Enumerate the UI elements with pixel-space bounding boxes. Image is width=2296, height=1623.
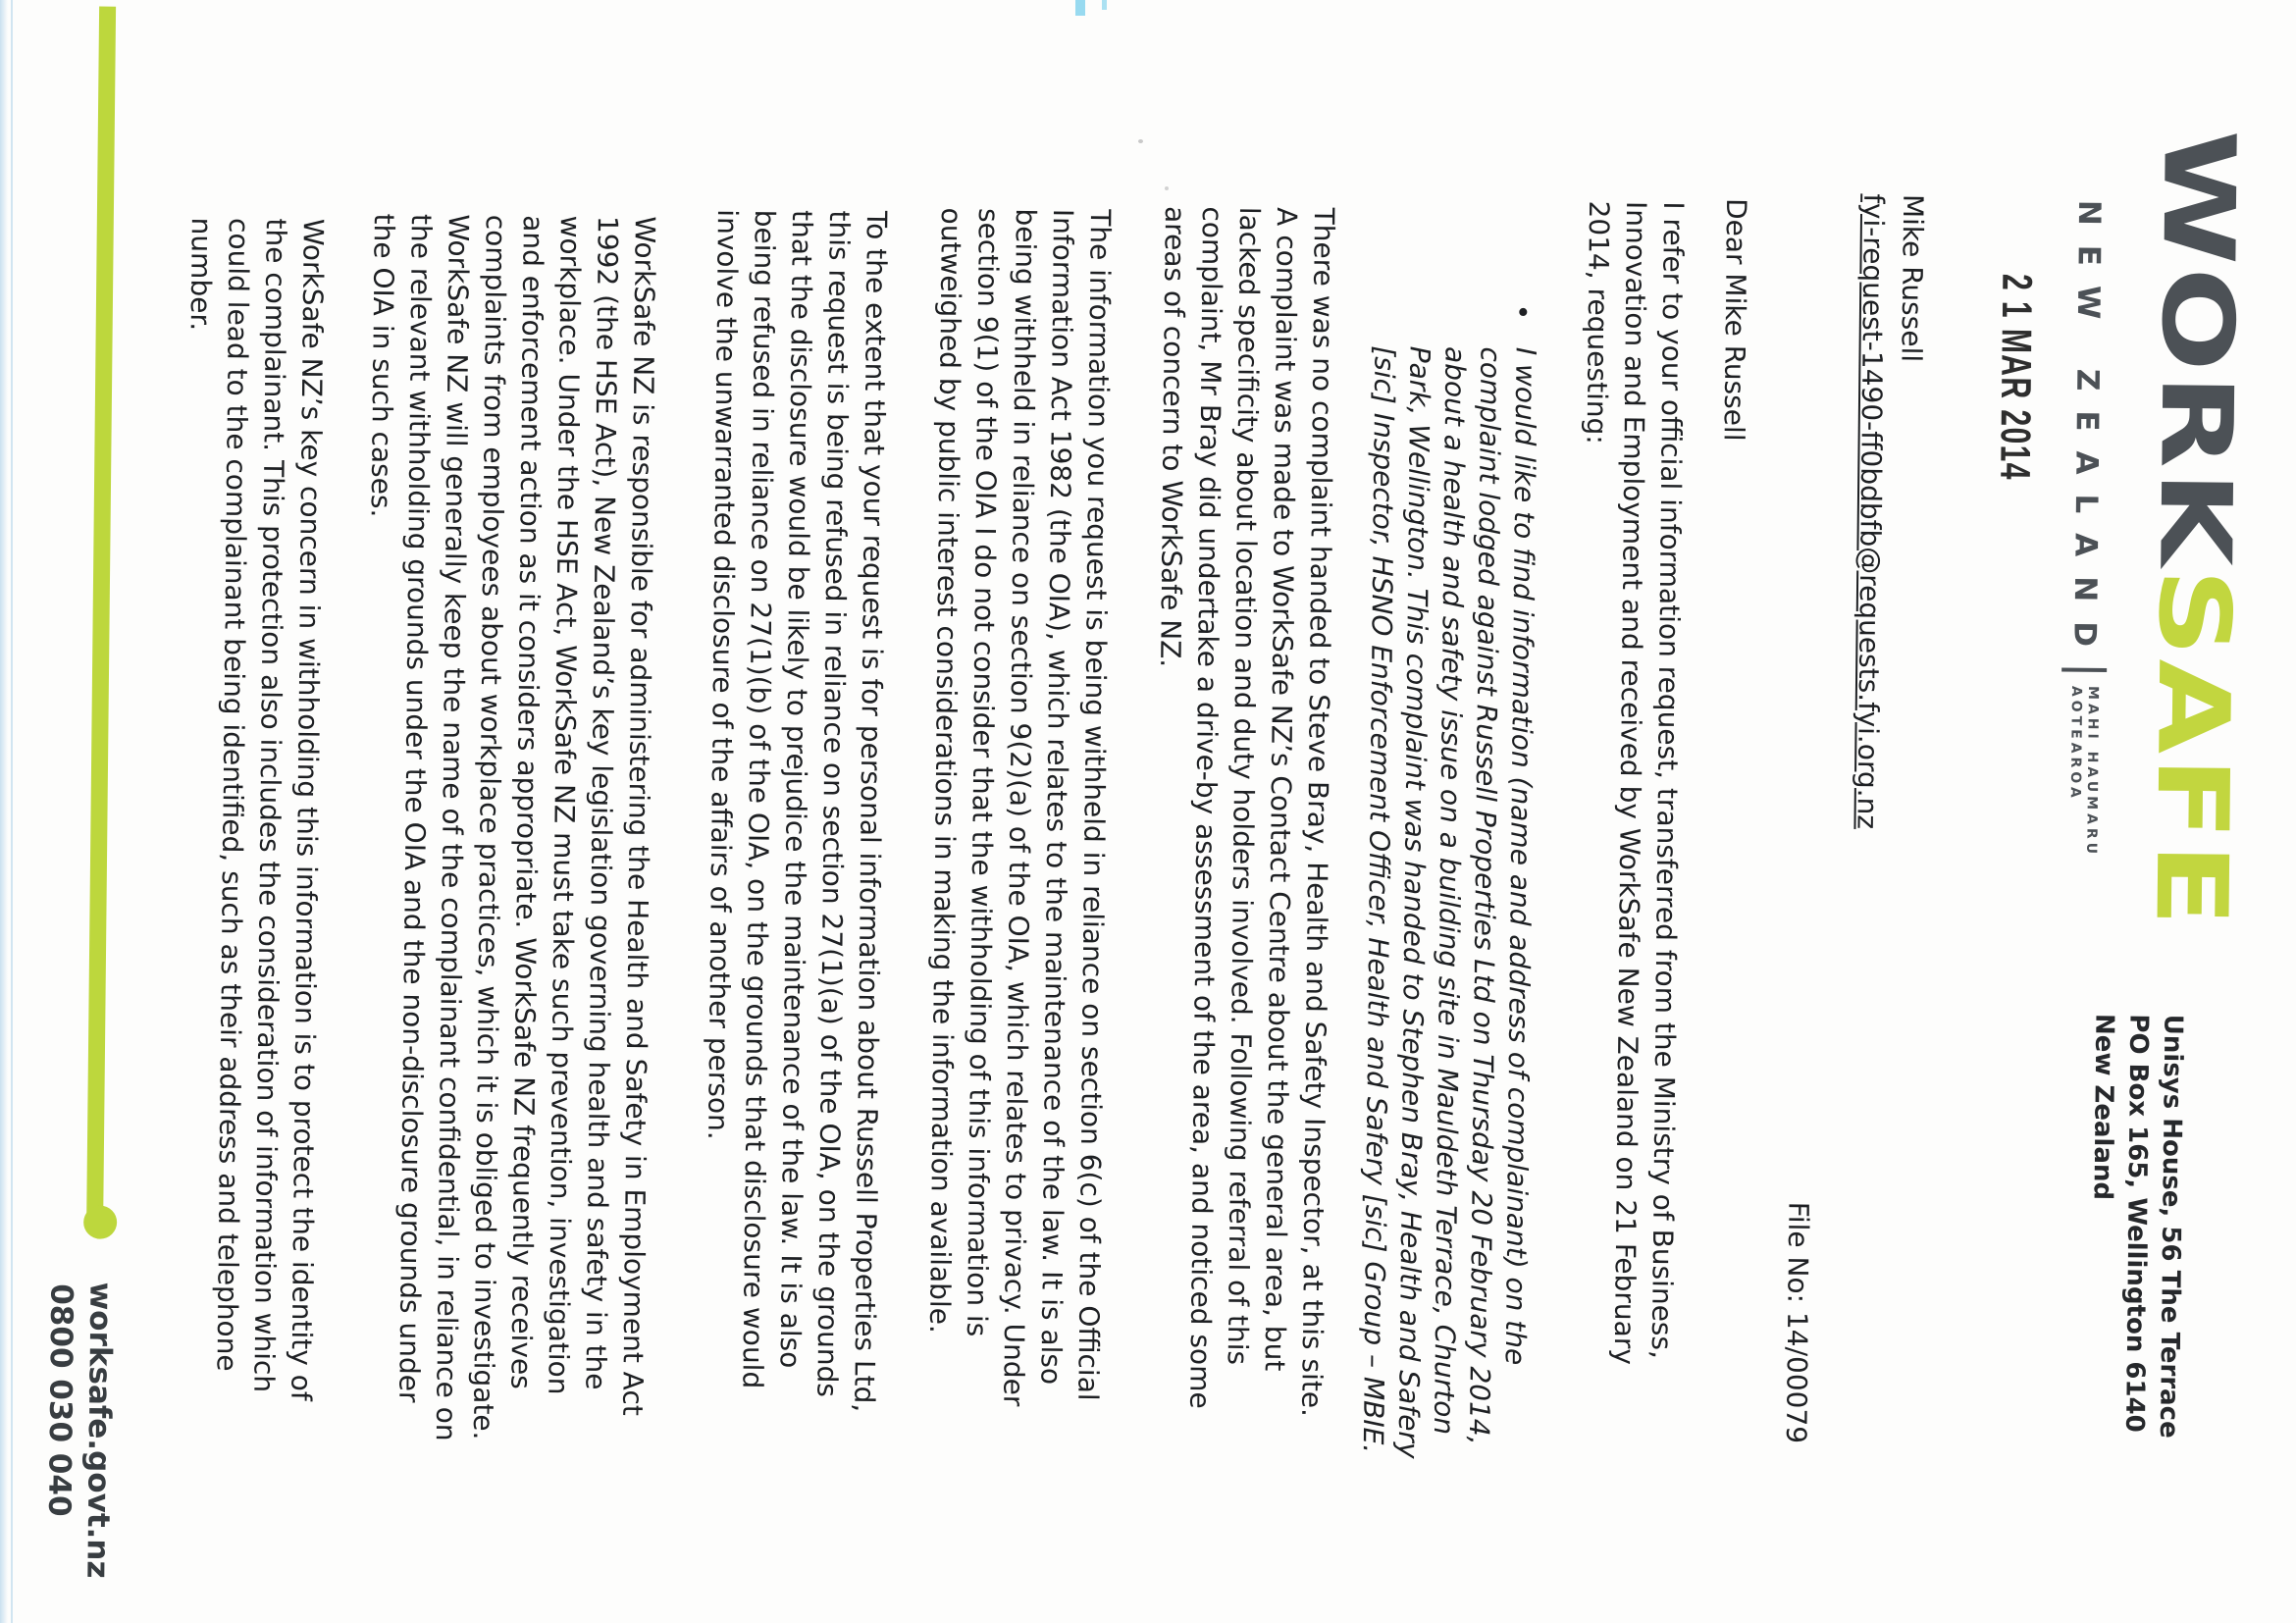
text-line: section 9(1) of the OIA I do not consider that the withholding of this information is [960,207,1006,1337]
text-line: the complainant. This protection also includes the consideration of information which [247,218,292,1393]
footer-website: worksafe.govt.nz [79,1282,119,1579]
text-line: involve the unwarranted disclosure of the affairs of another person. [702,209,744,1140]
text-line: number. [183,217,218,332]
recipient-email-link[interactable]: fyi-request-1490-ff0bdbfb@requests.fyi.org.nz [1851,193,1891,830]
text-line: A complaint was made to WorkSafe NZ’s Contact Centre about the general area, but [1258,207,1304,1372]
text-line: [sic] Inspector, HSNO Enforcement Officer, Health and Safery [sic] Group – MBIE. [1356,345,1401,1454]
text-line: complaint, Mr Bray did undertake a drive-by assessment of the area, and noticed some [1183,206,1229,1409]
text-line: Innovation and Employment and received by WorkSafe New Zealand on 21 February [1607,200,1653,1366]
logo-maori-name [2065,686,2101,858]
text-line: lacked specificity about location and duty holders involved. Following referral of this [1221,206,1267,1366]
text-line: PO Box 165, Wellington 6140 [2119,1014,2154,1433]
paragraph-withholding [919,207,1119,1407]
worksafe-logo [2133,129,2257,930]
text-line: New Zealand [2087,1013,2119,1201]
text-line: complaints from employees about workplace practices, which it is obliged to investigate. [466,214,512,1440]
letter-page [0,5,2296,1623]
scan-tick-artifact [1075,0,1085,16]
logo-divider-bar [2061,668,2107,672]
paragraph-key-concern [170,217,332,1400]
text-line: workplace. Under the HSE Act, WorkSafe NZ must take such prevention, investigation [542,215,587,1395]
logo-subline [2060,200,2112,859]
footer-phone-number: 0800 030 040 [41,1283,79,1517]
logo-word-safe: SAFE [2133,567,2253,930]
sender-address-block [2082,1014,2190,1439]
paragraph-response [1143,206,1342,1417]
text-line: areas of concern to WorkSafe NZ. [1154,205,1192,668]
text-line: 1992 (the HSE Act), New Zealand’s key legislation governing health and safety in the [579,215,624,1390]
file-number: File No: 14/00079 [1779,1201,1815,1444]
text-line: this request is being refused in reliance on section 27(1)(a) of the OIA, on the grounds [810,210,856,1398]
text-line: could lead to the complainant being identified, such as their address and telephone [210,217,255,1372]
text-line: 2014, requesting: [1580,200,1616,445]
text-line: the relevant withholding grounds under the OIA and the non-disclosure grounds under [392,213,438,1403]
footer-green-bar-endcap [83,1205,117,1238]
text-line: I refer to your official information request, transferred from the Ministry of Business, [1644,201,1691,1360]
paragraph-worksafe-role [352,213,663,1442]
text-line: complaint lodged against Russell Properties Ltd on Thursday 20 February 2014, [1462,346,1507,1445]
text-line: being withheld in reliance on section 9(2)(a) of the OIA, which relates to privacy. Under [997,208,1043,1407]
text-line: The information you request is being withheld in reliance on section 6(c) of the Official [1071,209,1118,1401]
text-line: the OIA in such cases. [364,213,400,518]
text-line: WorkSafe NZ’s key concern in withholding this information is to protect the identity of [285,218,330,1401]
text-line: To the extent that your request is for personal information about Russell Properties Ltd, [848,210,893,1413]
logo-maori-line2: AOTEAROA [2066,685,2084,802]
text-line: outweighed by public interest considerations in making the information available. [923,207,968,1335]
scan-tick-artifact [1102,0,1107,10]
paragraph-refusal [696,209,895,1412]
text-line: Information Act 1982 (the OIA), which relates to the maintenance of the law. It is also [1034,208,1080,1386]
text-line: I would like to find information (name and address of complainant) on the [1498,346,1542,1366]
text-line: Unisys House, 56 The Terrace [2153,1014,2188,1439]
quoted-request-text [1355,345,1543,1460]
recipient-name: Mike Russell [1895,193,1930,363]
logo-maori-line1: MAHI HAUMARU [2083,685,2101,859]
bullet-icon: • [1505,303,1539,321]
text-line: Park, Wellington. This complaint was handed to Stephen Bray, Health and Safery [1391,345,1436,1459]
paragraph-intro [1568,200,1692,1365]
text-line: WorkSafe NZ will generally keep the name of the complainant confidential, in reliance on [429,214,475,1441]
text-line: There was no complaint handed to Steve Bray, Health and Safety Inspector, at this site. [1295,207,1341,1418]
logo-word-work: WORK [2137,129,2257,569]
text-line: that the disclosure would be likely to prejudice the maintenance of the law. It is also [773,209,818,1369]
text-line: being refused in reliance on 27(1)(b) of the OIA, on the grounds that disclosure would [736,209,781,1389]
quoted-request [1355,302,1543,1460]
text-line: WorkSafe NZ is responsible for administering the Health and Safety in Employment Act [616,216,661,1416]
received-date-stamp: 2 1 MAR 2014 [1991,273,2041,482]
text-line: and enforcement action as it considers appropriate. WorkSafe NZ frequently receives [504,215,549,1389]
salutation: Dear Mike Russell [1717,197,1753,442]
logo-country-label: NEW ZEALAND [2066,199,2108,667]
footer-green-bar [86,7,116,1222]
text-line: about a health and safety issue on a building site in Mauldeth Terrace, Churton [1427,345,1472,1436]
